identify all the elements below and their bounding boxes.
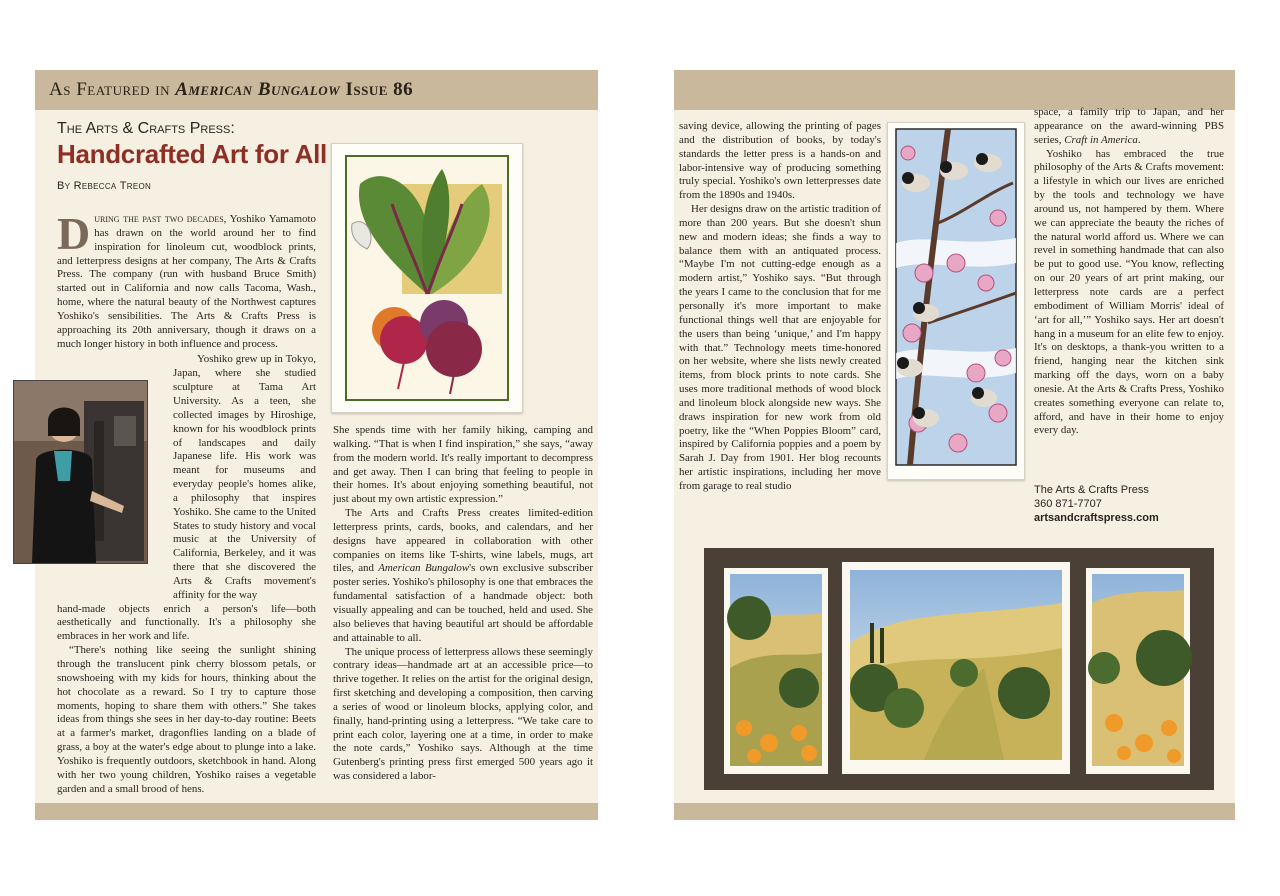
paragraph-tokyo: Yoshiko grew up in Tokyo, Japan, where she studied sculpture at Tama Art University. As a teen, she collected images by Hiroshige, known for his woodblock prints of landscapes and daily Japanese life. His work was meant for museums and everyday people's homes alike, a philosophy that inspires Yoshiko. She came to the United States to study history and vocal music at the University of California, Berkeley, and it was there that she discovered the Arts & Crafts movement's affinity for the way (173, 353, 316, 601)
contact-phone: 360 871-7707 (1034, 498, 1102, 510)
paragraph-philosophy: Yoshiko has embraced the true philosophy of the Arts & Crafts movement: a lifestyle in which our lives are enriched by the tools and technology we have around us, not hampered by them. Where we can appreciate the beauty the riches of the natural world afford us. Where we can revel in something handmade that can also be put to good use. “You know, reflecting on our 20 years of art print making, our letterpress note cards are a perfect embodiment of William Morris' ideal of ‘art for all,’” Yoshiko says. Her art doesn't hang in a museum for an elite few to enjoy. It's on desktops, a thank-you written to a friend, hanging near the kitchen sink marking off the days, worn on a baby onesie. At the Arts & Crafts Press, Yoshiko creates something everyone can relate to, afford, and have in their home to enjoy every day. (1034, 147, 1224, 437)
left-page-column-2 (333, 424, 593, 784)
right-magazine-page (674, 70, 1235, 820)
paragraph-sunlight: “There's nothing like seeing the sunlight shining through the translucent pink cherry blossom petals, or snowshoeing with my kids for hours, thinking about the hot chocolate as a reward. So I try to capture those moments, hoping to share them with others.” She takes ideas from things she sees in her day-to-day routine: Beets at a farmer's market, dragonflies landing on a blade of grass, a boy at the water's edge about to plunge into a lake. Yoshiko is frequently outdoors, sketchbook in hand. Along with her two young children, Yoshiko raises a vegetable garden and a small brood of hens. (57, 644, 316, 795)
article-headline: Handcrafted Art for All (57, 139, 327, 169)
left-magazine-page (35, 70, 598, 820)
issue-banner: As Featured in American Bungalow Issue 86 (49, 79, 414, 100)
contact-company: The Arts & Crafts Press (1034, 484, 1149, 496)
bottom-band (674, 803, 1235, 820)
intro-paragraph: During the past two decades, Yoshiko Yamamoto has drawn on the world around her to find inspiration for linoleum cut, woodblock prints, and letterpress designs at her company, The Arts & Crafts Press. The company (run with husband Bruce Smith) started out in California and now calls Tacoma, Wash., home, where the natural beauty of the Northwest captures Yoshiko's sensibilities. The Arts & Crafts Press is approaching its 20th anniversary, though it draws on a much longer history in both influence and process. (57, 208, 316, 350)
chickadee-print-image (887, 122, 1025, 480)
top-band (674, 70, 1235, 110)
paragraph-family-trip: space, a family trip to Japan, and her appearance on the award-winning PBS series, Craft in America. (1034, 106, 1224, 146)
article-kicker: The Arts & Crafts Press: (57, 120, 235, 137)
paragraph-hiking: She spends time with her family hiking, camping and walking. “That is when I find inspiration,” she says, “away from the modern world. It's really important to decompress and get away. Then I can bring that feeling to people in their homes. It's about enjoying something beautiful, not just about my own artistic expression.” (333, 424, 593, 506)
beets-print-image (331, 143, 523, 413)
paragraph-letterpress-process: The unique process of letterpress allows these seemingly contrary ideas—handmade art at an accessible price—to thrive together. It relies on the artist for the original design, first sketching and developing a composition, then carving a series of wood or linoleum blocks, applying color, and finally, hand-printing using a letterpress. “We take care to print each color, layering one at a time, in order to make the note cards,” Yoshiko says. Although at the time Gutenberg's printing press first emerged 500 years ago it was considered a labor- (333, 645, 593, 783)
drop-cap: D (57, 208, 91, 259)
bottom-band (35, 803, 598, 820)
wrapped-text-block (57, 353, 316, 602)
landscape-triptych (704, 548, 1214, 790)
right-page-column-2 (1034, 106, 1224, 438)
left-page-column-1 (57, 208, 316, 796)
contact-url: artsandcraftspress.com (1034, 512, 1159, 524)
contact-info (1034, 483, 1159, 525)
article-byline: By Rebecca Treon (57, 180, 152, 192)
paragraph-limited-edition: The Arts and Crafts Press creates limited-edition letterpress prints, cards, books, and calendars, and her designs have appeared in collaboration with other companies on items like T-shirts, wine labels, mugs, art tiles, and American Bungalow's own exclusive subscriber poster series. Yoshiko's philosophy is one that embraces the fundamental satisfaction of a handmade object: both visually appealing and can be touched, held and used. She also believes that having beautiful art should be affordable and attainable to all. (333, 507, 594, 644)
right-page-column-1 (679, 120, 881, 494)
paragraph-tokyo-continued: hand-made objects enrich a person's life—both aesthetically and functionally. It's a philosophy she embraces in her work and life. (57, 602, 316, 643)
top-band (35, 70, 598, 110)
paragraph-labor-saving: saving device, allowing the printing of pages and the distribution of books, by today's standards the letter press is a hands-on and labor-intensive way of producing something truly special. Yoshiko's own letterpresses date from the 1890s and 1940s. (679, 120, 881, 202)
paragraph-artistic-tradition: Her designs draw on the artistic tradition of more than 200 years. But she doesn't shun new and modern ideas; she finds a way to balance them with an antiquated process. “Maybe I'm not cutting-edge enough as a modern artist,” Yoshiko says. “But through the years I came to the conclusion that for me personally it's more important to make functional things well that are enjoyable for the users than being ‘unique,’ and I'm happy with that.” Technology meets time-honored on her website, where she lists newly created items, from block prints to note cards. She uses more traditional methods of wood block and linoleum block alongside new ways. She draws inspiration for new work from old poetry, like the “When Poppies Bloom” card, inspired by California poppies and a poem by Sarah J. Day from 1901. Her blog recounts her artistic inspirations, including her move from garage to real studio (679, 203, 881, 492)
